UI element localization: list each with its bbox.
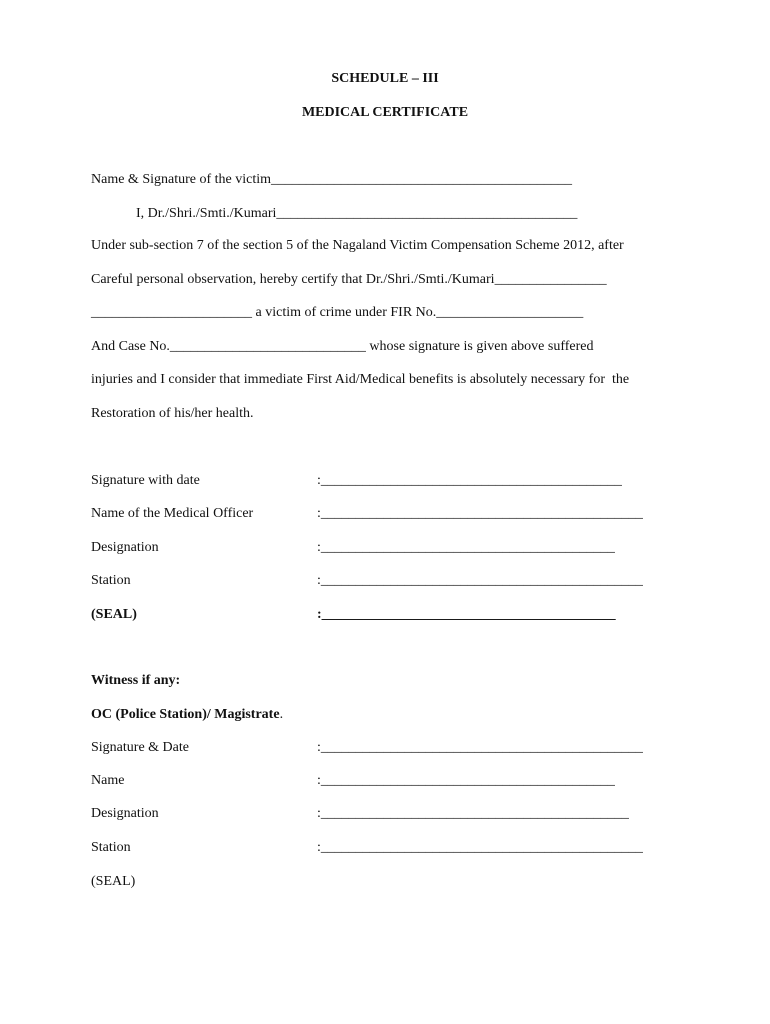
officer-field-blank: :______________________________________________ [317, 506, 643, 521]
witness-subheading-text: OC (Police Station)/ Magistrate [91, 707, 280, 722]
certificate-title: MEDICAL CERTIFICATE [301, 105, 469, 120]
witness-field-blank: :____________________________________________ [317, 806, 629, 821]
witness-field-label: Station [91, 840, 131, 855]
body-line-4: Careful personal observation, hereby certify that Dr./Shri./Smti./Kumari________________ [91, 272, 607, 287]
witness-field-blank: :__________________________________________ [317, 773, 615, 788]
witness-field-label: Designation [91, 806, 159, 821]
body-line-8: Restoration of his/her health. [91, 406, 254, 421]
witness-field-blank: :______________________________________________ [317, 740, 643, 755]
witness-subheading [91, 707, 283, 723]
officer-field-blank: :__________________________________________ [317, 540, 615, 555]
witness-field-blank: :______________________________________________ [317, 840, 643, 855]
body-line-5: _______________________ a victim of crime under FIR No._____________________ [91, 305, 584, 320]
officer-seal-blank: :__________________________________________ [317, 607, 616, 622]
officer-field-blank: :______________________________________________ [317, 573, 643, 588]
body-line-7: injuries and I consider that immediate First Aid/Medical benefits is absolutely necessary for the [91, 372, 630, 387]
officer-field-blank: :___________________________________________ [317, 473, 622, 488]
officer-seal-label: (SEAL) [91, 607, 137, 622]
witness-field-label: Name [91, 773, 125, 788]
officer-field-label: Signature with date [91, 473, 200, 488]
body-line-3: Under sub-section 7 of the section 5 of the Nagaland Victim Compensation Scheme 2012, after [91, 238, 624, 253]
victim-name-line: Name & Signature of the victim___________________________________________ [91, 172, 573, 187]
witness-field-label: Signature & Date [91, 740, 189, 755]
witness-heading: Witness if any: [91, 673, 181, 688]
certifier-line: I, Dr./Shri./Smti./Kumari___________________________________________ [136, 206, 578, 221]
witness-seal-label: (SEAL) [91, 874, 136, 889]
officer-field-label: Designation [91, 540, 159, 555]
schedule-heading: SCHEDULE – III [331, 71, 439, 86]
officer-field-label: Station [91, 573, 131, 588]
body-line-6: And Case No.____________________________ whose signature is given above suffered [91, 339, 594, 354]
officer-field-label: Name of the Medical Officer [91, 506, 254, 521]
witness-subheading-suffix: . [279, 707, 284, 722]
